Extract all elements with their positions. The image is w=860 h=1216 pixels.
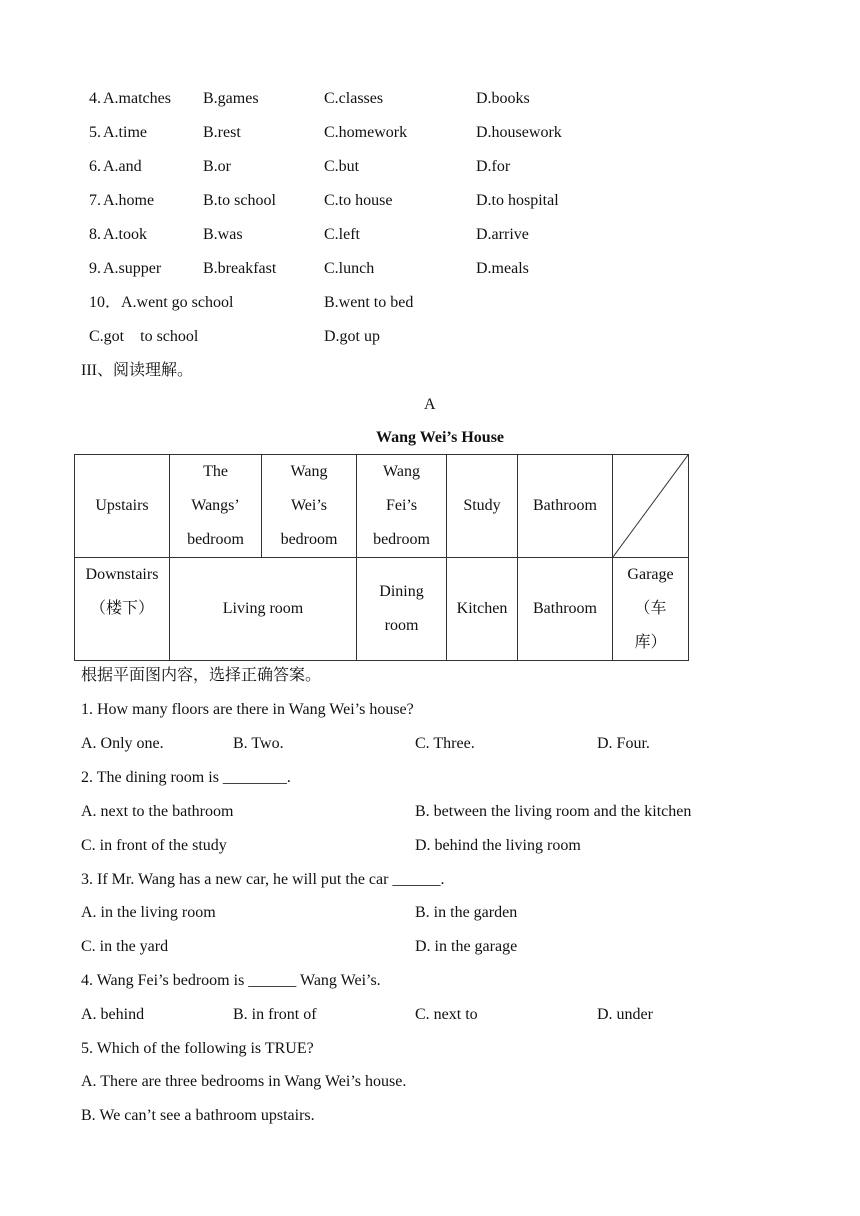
wang-fei-bedroom: Wang Fei’s bedroom [357, 455, 447, 558]
question-stem: 2. The dining room is ________. [81, 769, 291, 786]
option-b: B.breakfast [203, 260, 277, 277]
empty-cell-diagonal [613, 455, 689, 558]
option-a: A.supper [103, 260, 162, 277]
option-c: C.classes [324, 90, 384, 107]
option-d: D.arrive [476, 226, 529, 243]
option-number: 7. [89, 192, 101, 209]
answer-option: C. in front of the study [81, 837, 227, 854]
study: Study [447, 455, 518, 558]
diagonal-line [613, 455, 688, 557]
option-d: D.for [476, 158, 511, 175]
upstairs-label: Upstairs [75, 455, 170, 558]
bathroom-upstairs: Bathroom [518, 455, 613, 558]
option-d: D.housework [476, 124, 562, 141]
question-stem: 5. Which of the following is TRUE? [81, 1040, 314, 1057]
answer-option: A. behind [81, 1006, 145, 1023]
option-a: A.home [103, 192, 155, 209]
option-number: 9. [89, 260, 101, 277]
bathroom-downstairs: Bathroom [518, 558, 613, 661]
answer-option: D. behind the living room [415, 837, 581, 854]
answer-option: B. in front of [233, 1006, 317, 1023]
option-number: 5. [89, 124, 101, 141]
answer-option: A. Only one. [81, 735, 164, 752]
answer-option: C. Three. [415, 735, 475, 752]
question-stem: 1. How many floors are there in Wang Wei’s house? [81, 701, 414, 718]
q10-option-c: C.got to school [89, 328, 199, 345]
option-b: B.to school [203, 192, 276, 209]
answer-option: C. next to [415, 1006, 478, 1023]
option-a: A.time [103, 124, 147, 141]
option-d: D.to hospital [476, 192, 559, 209]
answer-option: A. next to the bathroom [81, 803, 234, 820]
answer-option: A. in the living room [81, 904, 216, 921]
answer-option: C. in the yard [81, 938, 169, 955]
living-room: Living room [170, 558, 357, 661]
answer-option: A. There are three bedrooms in Wang Wei’s house. [81, 1073, 407, 1090]
downstairs-label: Downstairs （楼下） [75, 558, 170, 661]
instruction: 根据平面图内容，选择正确答案。 [81, 667, 322, 684]
option-c: C.homework [324, 124, 408, 141]
option-b: B.rest [203, 124, 241, 141]
question-stem: 3. If Mr. Wang has a new car, he will put the car ______. [81, 871, 445, 888]
question-stem: 4. Wang Fei’s bedroom is ______ Wang Wei’s. [81, 972, 381, 989]
option-number: 4. [89, 90, 101, 107]
answer-option: B. We can’t see a bathroom upstairs. [81, 1107, 315, 1124]
dining-room: Dining room [357, 558, 447, 661]
answer-option: D. Four. [597, 735, 650, 752]
answer-option: D. under [597, 1006, 653, 1023]
option-number: 8. [89, 226, 101, 243]
garage: Garage （车 库） [613, 558, 689, 661]
q10-option-d: D.got up [324, 328, 380, 345]
option-b: B.was [203, 226, 243, 243]
option-d: D.meals [476, 260, 529, 277]
answer-option: B. in the garden [415, 904, 518, 921]
q10-option-a: 10．A.went go school [89, 294, 234, 311]
answer-option: B. Two. [233, 735, 284, 752]
wangs-bedroom: The Wangs’ bedroom [170, 455, 262, 558]
passage-letter: A [424, 396, 436, 413]
answer-option: D. in the garage [415, 938, 518, 955]
wang-wei-bedroom: Wang Wei’s bedroom [262, 455, 357, 558]
option-c: C.to house [324, 192, 393, 209]
table-title: Wang Wei’s House [376, 429, 505, 446]
option-a: A.and [103, 158, 142, 175]
option-c: C.lunch [324, 260, 375, 277]
answer-option: B. between the living room and the kitchen [415, 803, 692, 820]
option-a: A.matches [103, 90, 171, 107]
option-b: B.games [203, 90, 259, 107]
option-a: A.took [103, 226, 147, 243]
option-c: C.left [324, 226, 360, 243]
option-number: 6. [89, 158, 101, 175]
option-b: B.or [203, 158, 231, 175]
kitchen: Kitchen [447, 558, 518, 661]
section-title: III、阅读理解。 [81, 362, 193, 379]
q10-option-b: B.went to bed [324, 294, 414, 311]
option-c: C.but [324, 158, 360, 175]
option-d: D.books [476, 90, 530, 107]
house-floor-plan [74, 454, 689, 661]
